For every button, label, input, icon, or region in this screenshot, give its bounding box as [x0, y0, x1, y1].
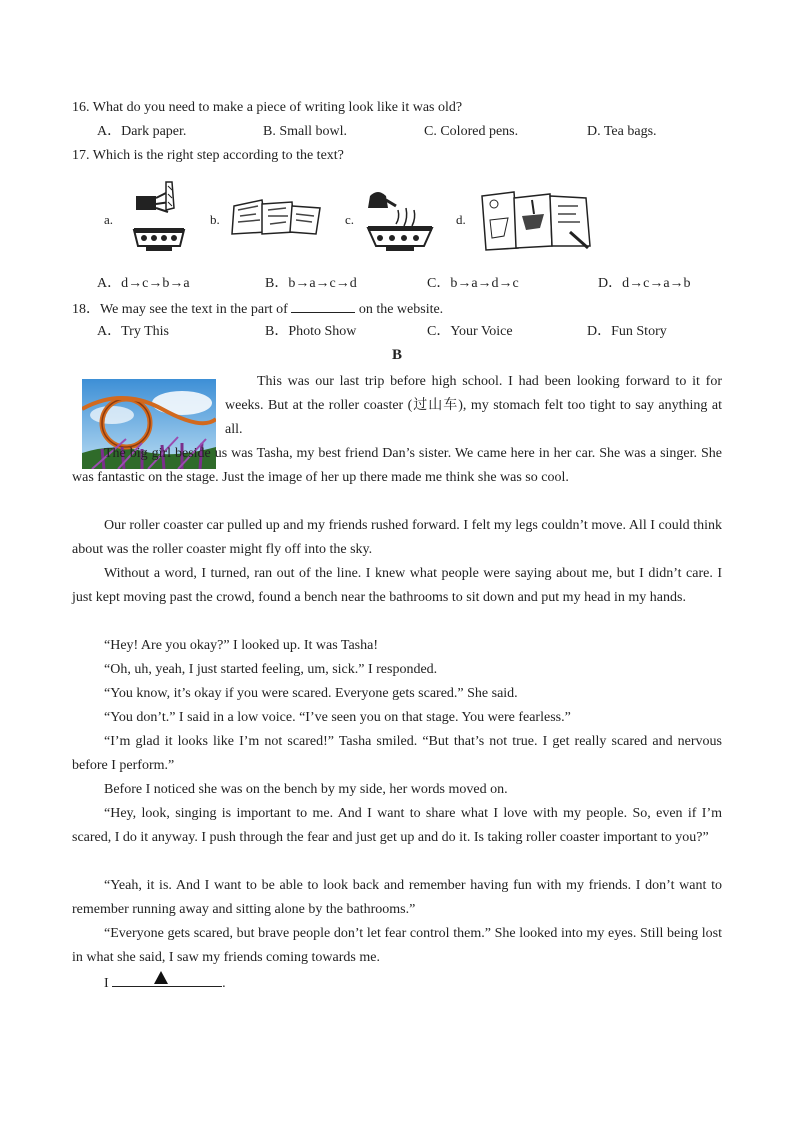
question-18-stem — [72, 298, 722, 320]
passage-paragraph-8: “You don’t.” I said in a low voice. “I’ve seen you on that stage. You were fearless.” — [104, 710, 571, 725]
q18-option-b: B．Photo Show — [265, 324, 357, 339]
papers-illustration — [228, 196, 326, 238]
passage-paragraph-4: Without a word, I turned, ran out of the line. I knew what people were saying about me, but I didn’t care. I just kept moving past the crowd, found a bench near the bathrooms to sit down and put my head in my hands. — [72, 566, 722, 605]
q18-option-a: A．Try This — [97, 324, 169, 339]
question-17-stem: 17. Which is the right step according to the text? — [72, 148, 344, 163]
passage-paragraph-10: Before I noticed she was on the bench by my side, her words moved on. — [104, 782, 508, 797]
pic-label-d: d. — [456, 212, 466, 227]
passage-paragraph-11: “Hey, look, singing is important to me. And I want to share what I love with my people. So, even if I’m scared, I do it anyway. I push through the fear and just get up and do it. Is taking roller coaster important to you?” — [72, 806, 722, 845]
ending-start: I — [104, 976, 109, 991]
question-18-options — [97, 322, 717, 342]
q16-option-a: A．Dark paper. — [97, 124, 187, 139]
pic-label-b: b. — [210, 212, 220, 227]
q18-option-d: D．Fun Story — [587, 324, 667, 339]
passage-paragraph-1: This was our last trip before high school. I had been looking forward to it for weeks. But at the roller coaster (过山车), my stomach felt too tight to say anything at all. — [225, 374, 722, 437]
q18-answer-blank — [291, 298, 355, 313]
q16-option-d: D. Tea bags. — [587, 124, 657, 139]
passage-paragraph-9: “I’m glad it looks like I’m not scared!” Tasha smiled. “But that’s not true. I get really scared and nervous before I perform.” — [72, 734, 722, 773]
passage-paragraph-13: “Everyone gets scared, but brave people don’t let fear control them.” She looked into my eyes. Still being lost in what she said, I saw my friends coming towards me. — [72, 926, 722, 965]
question-16-stem: 16. What do you need to make a piece of writing look like it was old? — [72, 100, 463, 115]
passage-paragraph-14 — [72, 970, 722, 996]
old-maps-illustration — [478, 190, 594, 252]
q18-option-c: C．Your Voice — [427, 324, 513, 339]
q18-stem-after: on the website. — [355, 302, 444, 317]
triangle-icon — [154, 971, 168, 984]
ending-end: . — [222, 976, 226, 991]
passage-paragraph-5: “Hey! Are you okay?” I looked up. It was Tasha! — [104, 638, 379, 653]
question-17-options — [97, 274, 717, 294]
passage-paragraph-2: The big girl beside us was Tasha, my best friend Dan’s sister. We came here in her car. She was a singer. She was fantastic on the stage. Just the image of her up there made me think she was so cool. — [72, 446, 722, 485]
q17-option-c: C．b→a→d→c — [427, 276, 519, 291]
ending-answer-blank — [112, 970, 222, 987]
q16-option-b: B. Small bowl. — [263, 124, 348, 139]
step-pictures — [100, 178, 600, 258]
pic-label-a: a. — [104, 212, 114, 227]
q17-option-b: B．b→a→c→d — [265, 276, 357, 291]
q17-option-d: D．d→c→a→b — [598, 276, 691, 291]
q18-stem-before: 18．We may see the text in the part of — [72, 302, 292, 317]
passage-paragraph-3: Our roller coaster car pulled up and my friends rushed forward. I felt my legs couldn’t move. All I could think about was the roller coaster might fly off into the sky. — [72, 518, 722, 557]
pic-label-c: c. — [345, 212, 355, 227]
kettle-and-bowl-illustration — [362, 188, 438, 258]
passage-paragraph-6: “Oh, uh, yeah, I just started feeling, um, sick.” I responded. — [104, 662, 438, 677]
q17-option-a: A．d→c→b→a — [97, 276, 190, 291]
passage-paragraph-7: “You know, it’s okay if you were scared. Everyone gets scared.” She said. — [104, 686, 518, 701]
tea-bag-and-bowl-illustration — [128, 178, 190, 260]
passage-paragraph-12: “Yeah, it is. And I want to be able to look back and remember having fun with my friends. I don’t want to remember running away and sitting alone by the bathrooms.” — [72, 878, 722, 917]
q16-option-c: C. Colored pens. — [424, 124, 519, 139]
section-title: B — [391, 347, 402, 363]
question-16-options — [97, 122, 717, 142]
